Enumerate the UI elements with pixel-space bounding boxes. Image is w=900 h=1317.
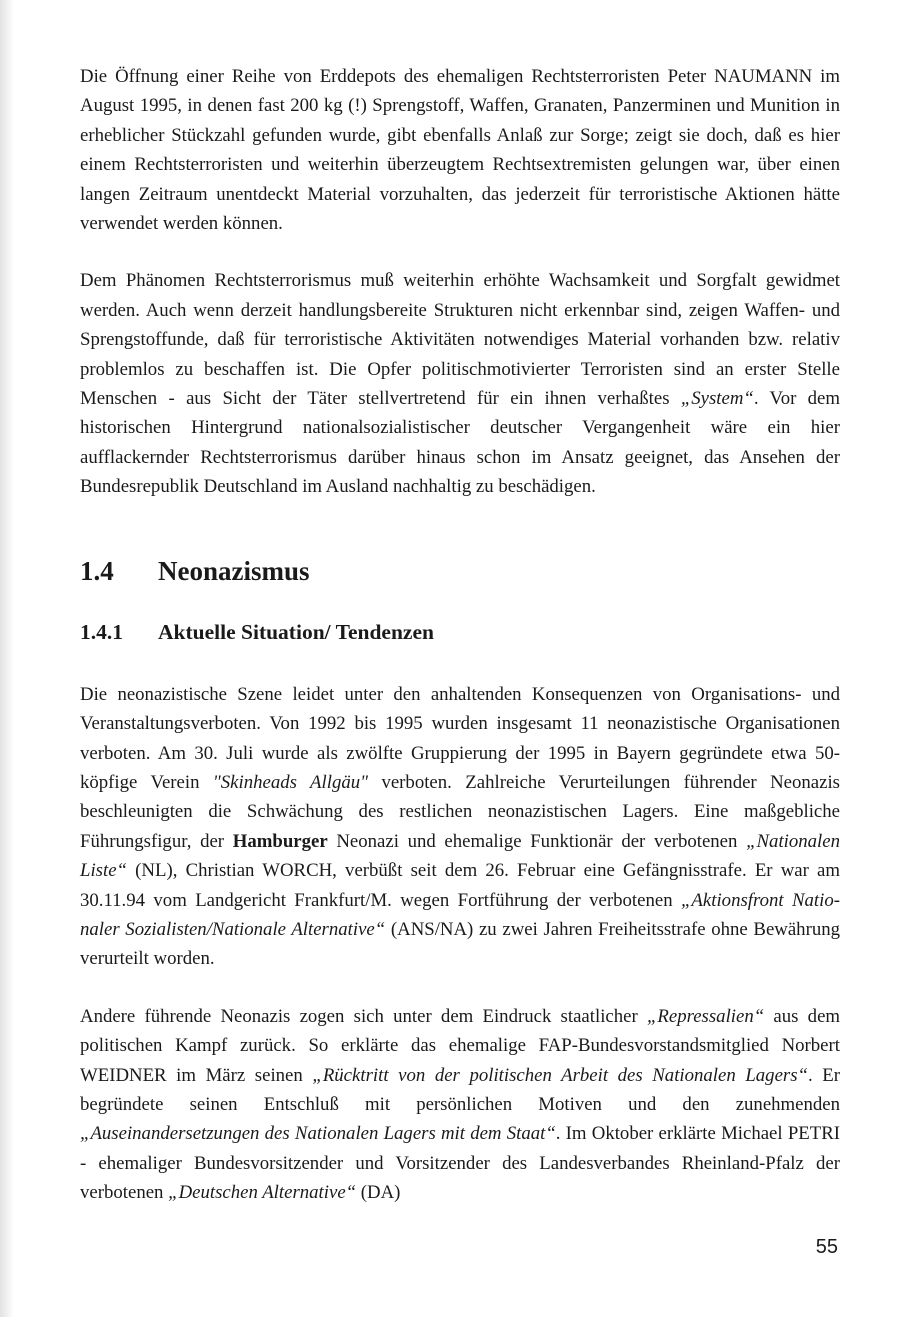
paragraph-rechtsterrorismus	[80, 266, 840, 501]
section-number: 1.4	[80, 555, 114, 586]
text-run: . Im Oktober erklärte Michael PETRI - ehemaliger Bundesvorsitzender und Vorsitzender des Landesverbandes Rheinland-Pfalz der verbotenen	[80, 1123, 840, 1204]
italic-term-ans-na: „Aktionsfront Nationaler Sozialisten/Nationale Alternative“	[80, 889, 840, 940]
text-run: (DA)	[356, 1182, 401, 1204]
text-run: verboten. Zahlreiche Verurteilungen führender Neonazis beschleunigten die Schwächung des restlichen neonazistischen Lagers. Eine maßgebliche Führungsfigur, der	[80, 771, 840, 852]
text-run: Andere führende Neonazis zogen sich unter dem Eindruck staatlicher	[80, 1005, 647, 1027]
text-run: Die neonazistische Szene leidet unter den anhaltenden Konsequenzen von Organisations- und Veranstaltungsverboten. Von 1992 bis 1995 wurden insgesamt 11 neonazistische Organisationen verboten. Am 30. Juli wurde als zwölfte Gruppierung der 1995 in Bayern gegründete etwa 50-köpfige Verein	[80, 683, 840, 793]
subsection-heading	[80, 618, 840, 646]
paragraph-neonazistische-szene	[80, 680, 840, 974]
subsection-title: Aktuelle Situation/ Tendenzen	[158, 619, 434, 644]
italic-term-deutsche-alternative: „Deutschen Alternative“	[168, 1182, 357, 1204]
italic-term-repressalien: „Repressalien“	[646, 1005, 765, 1027]
text-run: (NL), Christian WORCH, verbüßt seit dem 26. Februar eine Gefängnisstrafe. Er war am 30.11.94 vom Landgericht Frankfurt/M. wegen Fortführung der verbotenen	[80, 860, 840, 911]
text-run: Neonazi und ehemalige Funktionär der verbotenen	[327, 830, 747, 852]
page-number: 55	[815, 1236, 838, 1258]
scan-shadow-edge	[0, 0, 14, 1317]
text-run: Dem Phänomen Rechtsterrorismus muß weiterhin erhöhte Wachsamkeit und Sorgfalt gewidmet werden. Auch wenn derzeit handlungsbereite Strukturen nicht erkennbar sind, zeigen Waffen- und Sprengstoffunde, daß für terroristische Aktivitäten notwendiges Material vorhanden bzw. relativ problemlos zu beschaffen ist. Die Opfer politischmotivierter Terroristen sind an erster Stelle Menschen - aus Sicht der Täter stellvertretend für ein ihnen verhaßtes	[80, 270, 840, 410]
section-heading	[80, 554, 840, 588]
text-run: (ANS/NA) zu zwei Jahren Freiheitsstrafe ohne Bewährung verurteilt worden.	[80, 918, 840, 970]
text-run: . Vor dem historischen Hintergrund nationalsozialistischer deutscher Vergangenheit wäre ein hier aufflackernder Rechtsterrorismus darüber hinaus schon im Ansatz geeignet, das Ansehen der Bundesrepublik Deutschland im Ausland nachhaltig zu beschädigen.	[80, 388, 840, 498]
italic-term-nationale-liste: „Nationalen Liste“	[80, 830, 840, 882]
text-run: . Er begründete seinen Entschluß mit persönlichen Motiven und den zunehmenden	[80, 1064, 840, 1115]
page-content	[80, 62, 840, 1208]
paragraph-erddepots: Die Öffnung einer Reihe von Erddepots des ehemaligen Rechtsterroristen Peter NAUMANN im August 1995, in denen fast 200 kg (!) Sprengstoff, Waffen, Granaten, Panzerminen und Munition in erheblicher Stückzahl gefunden wurde, gibt ebenfalls Anlaß zur Sorge; zeigt sie doch, daß es hier einem Rechtsterroristen und weiterhin überzeugtem Rechtsextremisten gelungen war, über einen langen Zeitraum unentdeckt Material vorzuhalten, das jederzeit für terroristische Aktionen hätte verwendet werden können.	[80, 66, 840, 235]
italic-term-system: „System“	[680, 388, 754, 410]
section-title: Neonazismus	[158, 555, 310, 586]
italic-term-skinheads: "Skinheads Allgäu"	[212, 771, 369, 793]
italic-term-auseinandersetzungen: „Auseinandersetzungen des Nationalen Lagers mit dem Staat“	[80, 1123, 556, 1145]
text-run: aus dem politischen Kampf zurück. So erklärte das ehemalige FAP-Bundesvorstandsmitglied Norbert WEIDNER im März seinen	[80, 1005, 841, 1086]
bold-term-hamburger: Hamburger	[232, 830, 328, 852]
subsection-number: 1.4.1	[80, 619, 123, 644]
paragraph-rueckzug-neonazis	[80, 1002, 840, 1208]
italic-term-ruecktritt: „Rücktritt von der politischen Arbeit des Nationalen Lagers“	[312, 1064, 808, 1086]
